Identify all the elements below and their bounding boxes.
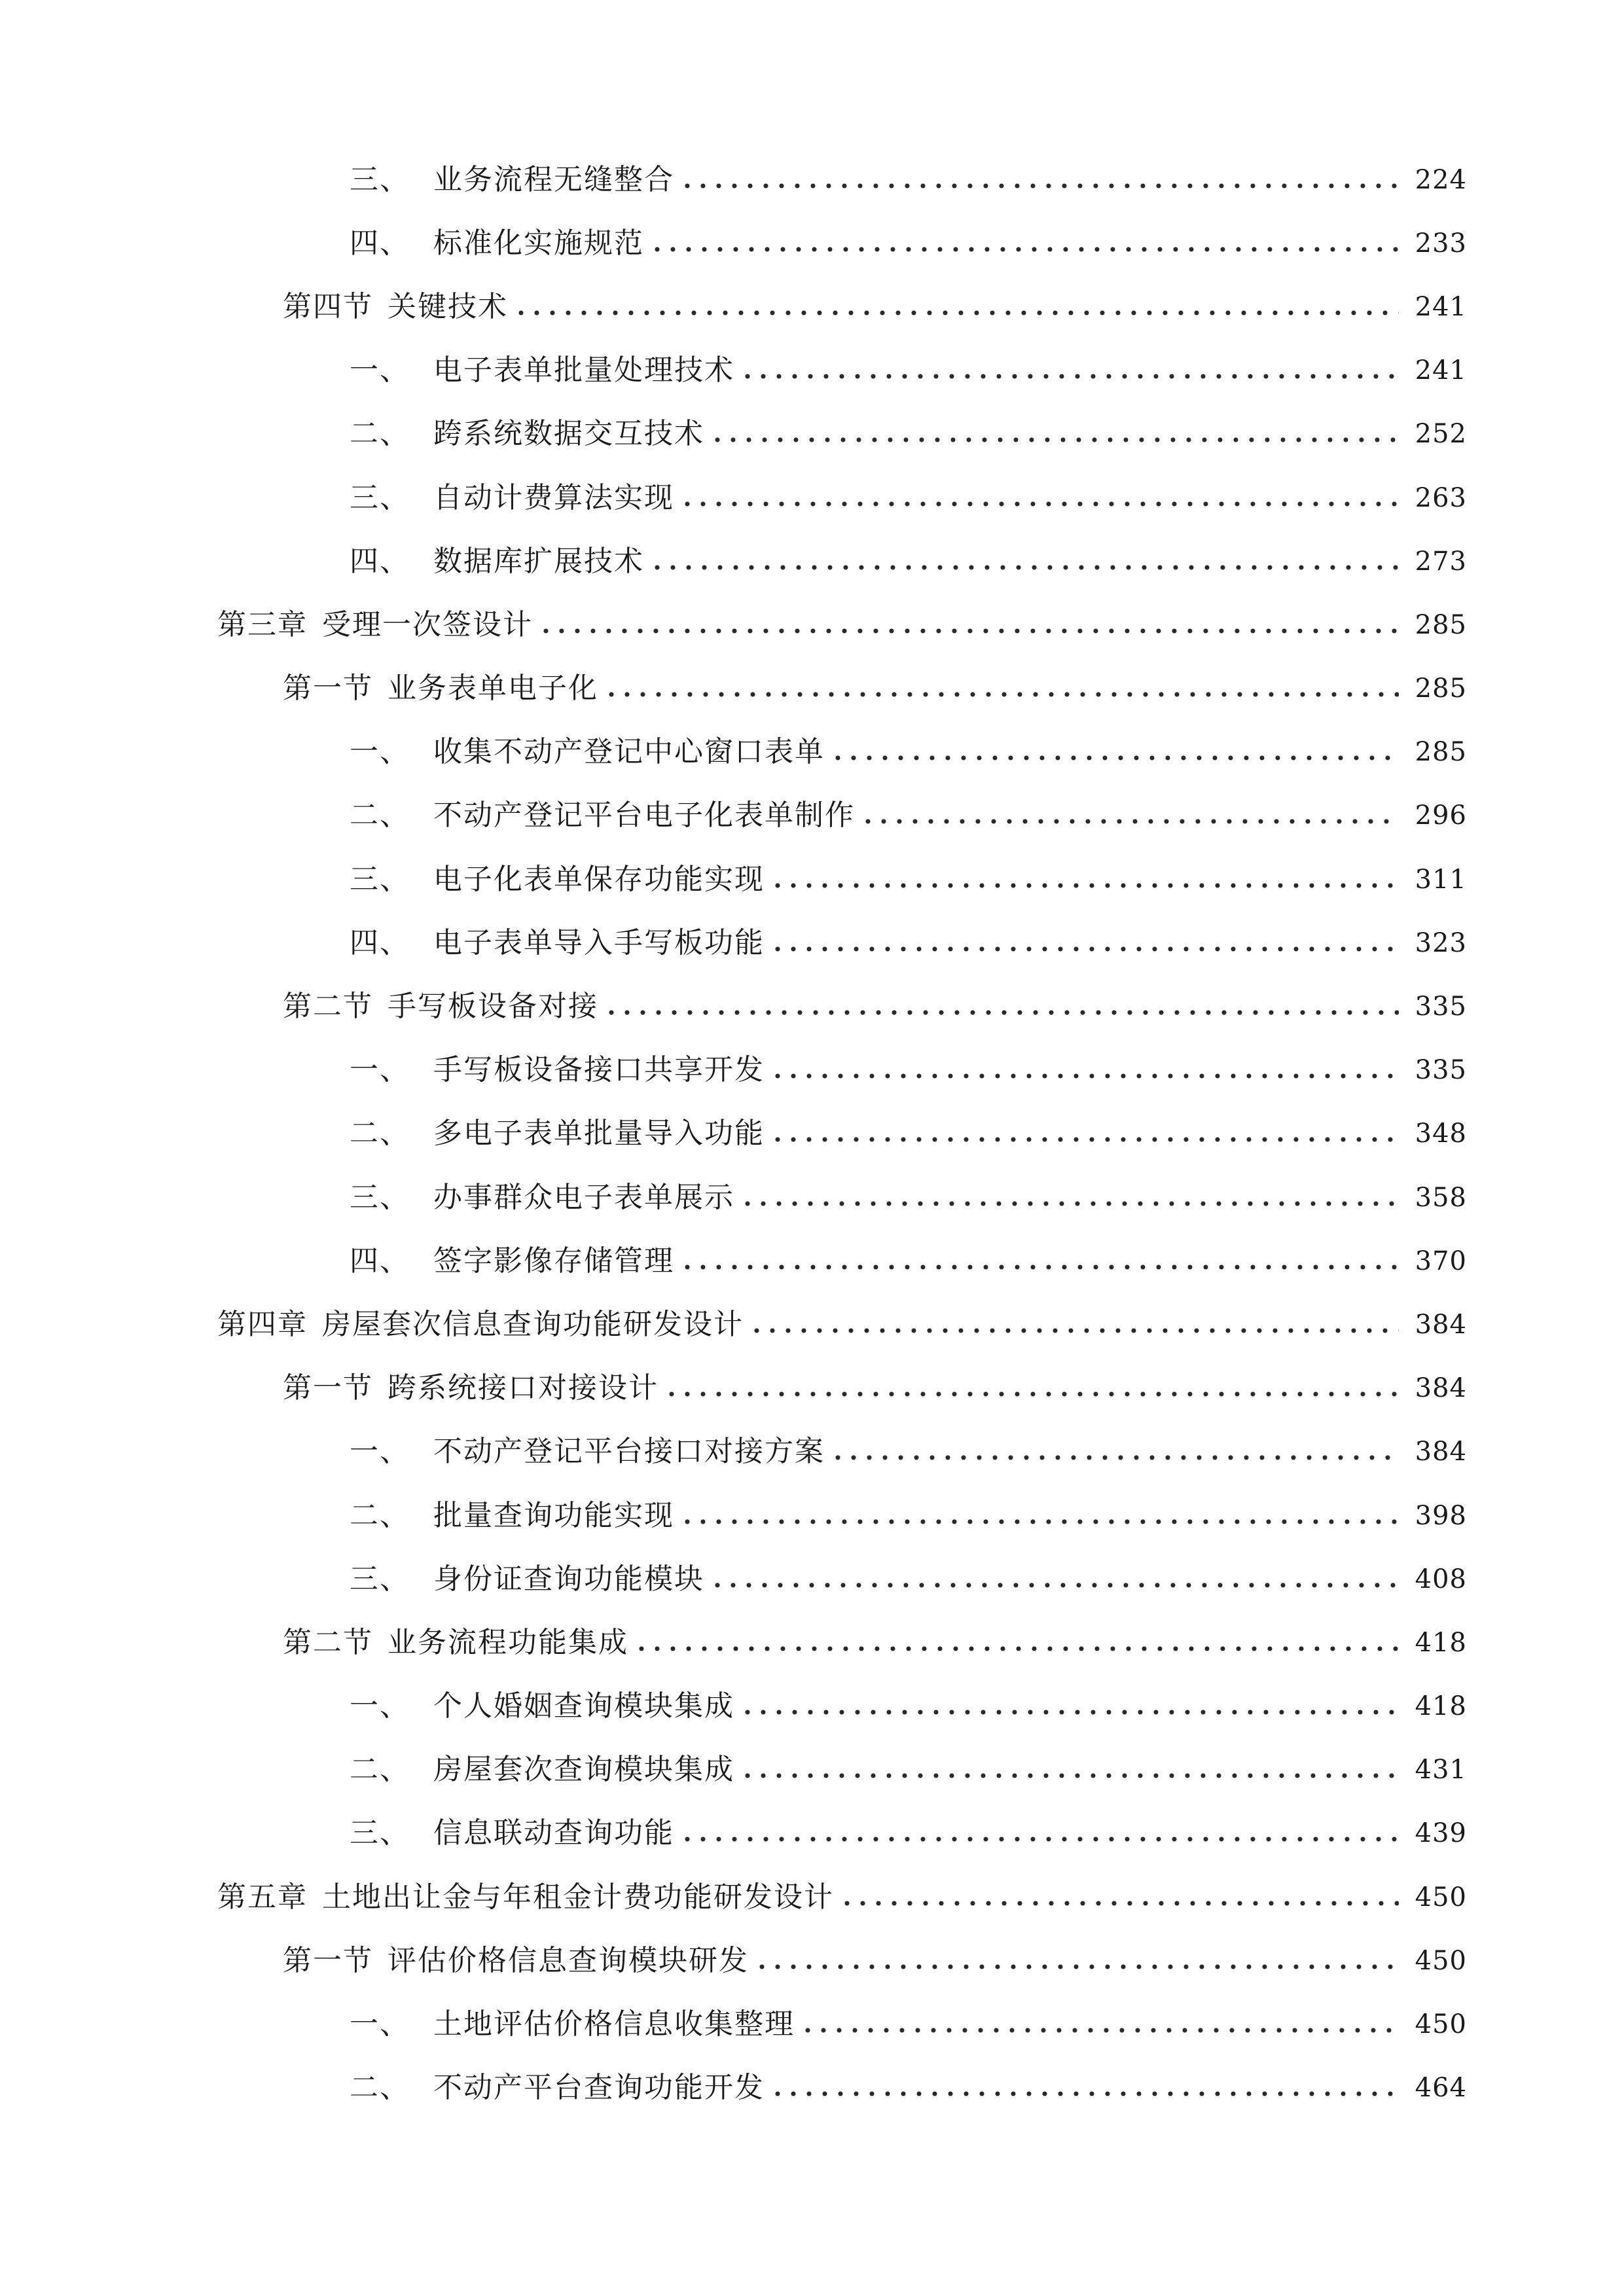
toc-subsection-entry[interactable] [0, 784, 1624, 848]
toc-entry-number: 三、 [350, 862, 410, 896]
toc-page-number: 450 [1415, 1945, 1467, 1976]
toc-dot-leader [770, 942, 1399, 956]
toc-entry-number: 三、 [350, 1816, 410, 1850]
toc-subsection-entry[interactable] [0, 1102, 1624, 1166]
toc-entry-title: 跨系统接口对接设计 [388, 1371, 659, 1405]
toc-entry-number: 第一节 [283, 1371, 373, 1405]
toc-entry-number: 一、 [350, 2007, 410, 2041]
toc-chapter-entry[interactable] [0, 1293, 1624, 1356]
toc-page-number: 398 [1415, 1500, 1467, 1531]
toc-entry-title: 受理一次签设计 [322, 607, 533, 641]
toc-page-number: 464 [1415, 2073, 1467, 2104]
toc-subsection-entry[interactable] [0, 529, 1624, 593]
toc-entry-title: 批量查询功能实现 [433, 1498, 674, 1532]
toc-entry-number: 第一节 [283, 1943, 373, 1977]
toc-section-entry[interactable] [0, 657, 1624, 721]
toc-entry-title: 房屋套次查询模块集成 [433, 1753, 734, 1787]
toc-dot-leader [770, 1133, 1399, 1146]
toc-dot-leader [740, 1706, 1399, 1719]
toc-section-entry[interactable] [0, 1357, 1624, 1420]
toc-page-number: 418 [1415, 1627, 1467, 1658]
toc-dot-leader [770, 879, 1399, 892]
toc-entry-title: 标准化实施规范 [433, 226, 644, 260]
toc-entry-number: 第四节 [283, 289, 373, 323]
toc-entry-number: 二、 [350, 1753, 410, 1787]
toc-dot-leader [860, 815, 1399, 828]
toc-entry-title: 签字影像存储管理 [433, 1244, 674, 1278]
toc-entry-number: 一、 [350, 1435, 410, 1469]
toc-dot-leader [770, 2087, 1399, 2100]
toc-entry-title: 不动产平台查询功能开发 [433, 2071, 765, 2105]
toc-page-number: 241 [1415, 291, 1467, 322]
toc-page-number: 263 [1415, 482, 1467, 513]
toc-section-entry[interactable] [0, 275, 1624, 338]
toc-page-number: 348 [1415, 1119, 1467, 1149]
toc-section-entry[interactable] [0, 975, 1624, 1038]
toc-subsection-entry[interactable] [0, 1484, 1624, 1547]
toc-entry-number: 二、 [350, 1117, 410, 1151]
toc-dot-leader [749, 1324, 1399, 1337]
toc-entry-number: 四、 [350, 925, 410, 960]
toc-page-number: 418 [1415, 1691, 1467, 1722]
toc-chapter-entry[interactable] [0, 593, 1624, 656]
toc-subsection-entry[interactable] [0, 1166, 1624, 1229]
toc-dot-leader [513, 306, 1399, 319]
toc-page-number: 224 [1415, 164, 1467, 195]
toc-dot-leader [604, 1006, 1399, 1019]
toc-entry-number: 第五章 [217, 1880, 308, 1914]
toc-entry-number: 二、 [350, 2071, 410, 2105]
toc-entry-title: 个人婚姻查询模块集成 [433, 1689, 734, 1723]
toc-dot-leader [800, 2024, 1399, 2037]
toc-subsection-entry[interactable] [0, 2056, 1624, 2120]
toc-dot-leader [538, 624, 1399, 637]
toc-dot-leader [754, 1960, 1399, 1973]
toc-entry-number: 一、 [350, 1689, 410, 1723]
toc-page-number: 370 [1415, 1246, 1467, 1276]
toc-page-number: 450 [1415, 2009, 1467, 2040]
toc-page-number: 285 [1415, 673, 1467, 704]
toc-entry-title: 自动计费算法实现 [433, 480, 674, 514]
toc-dot-leader [740, 1197, 1399, 1210]
toc-entry-number: 一、 [350, 735, 410, 769]
toc-subsection-entry[interactable] [0, 1547, 1624, 1611]
toc-entry-title: 不动产登记平台接口对接方案 [433, 1435, 825, 1469]
toc-subsection-entry[interactable] [0, 403, 1624, 466]
toc-entry-title: 电子表单批量处理技术 [433, 353, 734, 387]
toc-page-number: 252 [1415, 419, 1467, 450]
toc-section-entry[interactable] [0, 1611, 1624, 1674]
toc-dot-leader [679, 1833, 1399, 1846]
toc-dot-leader [649, 561, 1399, 574]
toc-dot-leader [634, 1642, 1399, 1655]
toc-entry-title: 电子表单导入手写板功能 [433, 925, 765, 960]
toc-entry-number: 二、 [350, 417, 410, 451]
toc-entry-title: 手写板设备对接 [388, 990, 598, 1024]
toc-entry-number: 三、 [350, 162, 410, 196]
toc-entry-number: 二、 [350, 1498, 410, 1532]
toc-subsection-entry[interactable] [0, 848, 1624, 911]
toc-dot-leader [604, 688, 1399, 701]
toc-page-number: 439 [1415, 1818, 1467, 1849]
toc-page-number: 285 [1415, 737, 1467, 768]
toc-page-number: 296 [1415, 800, 1467, 831]
toc-entry-title: 业务表单电子化 [388, 672, 598, 706]
toc-entry-number: 一、 [350, 1053, 410, 1087]
toc-dot-leader [679, 1515, 1399, 1528]
toc-entry-title: 手写板设备接口共享开发 [433, 1053, 765, 1087]
toc-dot-leader [740, 1769, 1399, 1782]
toc-subsection-entry[interactable] [0, 466, 1624, 529]
toc-subsection-entry[interactable] [0, 1229, 1624, 1293]
toc-page-number: 241 [1415, 355, 1467, 386]
toc-page-number: 323 [1415, 927, 1467, 958]
toc-dot-leader [830, 751, 1399, 764]
toc-dot-leader [679, 179, 1399, 192]
toc-entry-number: 三、 [350, 1180, 410, 1214]
toc-entry-title: 业务流程无缝整合 [433, 162, 674, 196]
toc-page-number: 384 [1415, 1437, 1467, 1467]
toc-dot-leader [770, 1069, 1399, 1083]
toc-dot-leader [830, 1451, 1399, 1464]
toc-subsection-entry[interactable] [0, 1992, 1624, 2056]
toc-page-number: 285 [1415, 609, 1467, 640]
toc-subsection-entry[interactable] [0, 911, 1624, 975]
toc-section-entry[interactable] [0, 1929, 1624, 1992]
toc-entry-number: 第二节 [283, 990, 373, 1024]
toc-subsection-entry[interactable] [0, 211, 1624, 275]
toc-page-number: 384 [1415, 1373, 1467, 1404]
toc-entry-title: 跨系统数据交互技术 [433, 417, 704, 451]
toc-page-number: 311 [1415, 864, 1467, 895]
toc-subsection-entry[interactable] [0, 148, 1624, 211]
toc-dot-leader [679, 1261, 1399, 1274]
toc-entry-title: 多电子表单批量导入功能 [433, 1117, 765, 1151]
toc-entry-number: 四、 [350, 544, 410, 578]
toc-entry-number: 一、 [350, 353, 410, 387]
toc-subsection-entry[interactable] [0, 339, 1624, 403]
toc-entry-title: 关键技术 [388, 289, 508, 323]
toc-entry-title: 土地评估价格信息收集整理 [433, 2007, 795, 2041]
toc-dot-leader [839, 1897, 1399, 1910]
toc-subsection-entry[interactable] [0, 1738, 1624, 1802]
toc-subsection-entry[interactable] [0, 1802, 1624, 1865]
toc-dot-leader [649, 243, 1399, 256]
toc-entry-title: 办事群众电子表单展示 [433, 1180, 734, 1214]
toc-entry-title: 数据库扩展技术 [433, 544, 644, 578]
toc-page-number: 273 [1415, 546, 1467, 577]
toc-entry-title: 不动产登记平台电子化表单制作 [433, 798, 855, 833]
toc-page-number: 384 [1415, 1309, 1467, 1340]
toc-entry-number: 三、 [350, 480, 410, 514]
toc-entry-title: 房屋套次信息查询功能研发设计 [322, 1307, 744, 1341]
toc-page-number: 408 [1415, 1564, 1467, 1594]
toc-entry-title: 土地出让金与年租金计费功能研发设计 [322, 1880, 834, 1914]
toc-page-number: 335 [1415, 992, 1467, 1022]
toc-entry-number: 二、 [350, 798, 410, 833]
toc-entry-number: 第二节 [283, 1625, 373, 1659]
table-of-contents [0, 148, 1624, 2120]
toc-entry-number: 三、 [350, 1562, 410, 1596]
toc-page-number: 233 [1415, 228, 1467, 259]
toc-entry-number: 第四章 [217, 1307, 308, 1341]
toc-page-number: 431 [1415, 1755, 1467, 1785]
toc-dot-leader [710, 433, 1399, 446]
toc-page-number: 358 [1415, 1182, 1467, 1213]
toc-entry-title: 评估价格信息查询模块研发 [388, 1943, 749, 1977]
toc-entry-title: 身份证查询功能模块 [433, 1562, 704, 1596]
toc-dot-leader [664, 1388, 1399, 1401]
toc-entry-title: 业务流程功能集成 [388, 1625, 628, 1659]
toc-chapter-entry[interactable] [0, 1865, 1624, 1929]
toc-subsection-entry[interactable] [0, 721, 1624, 784]
toc-subsection-entry[interactable] [0, 1039, 1624, 1102]
toc-entry-number: 第一节 [283, 672, 373, 706]
toc-page-number: 450 [1415, 1882, 1467, 1912]
toc-dot-leader [679, 497, 1399, 511]
toc-entry-number: 第三章 [217, 607, 308, 641]
toc-entry-title: 电子化表单保存功能实现 [433, 862, 765, 896]
toc-entry-title: 收集不动产登记中心窗口表单 [433, 735, 825, 769]
toc-entry-number: 四、 [350, 226, 410, 260]
toc-entry-number: 四、 [350, 1244, 410, 1278]
toc-entry-title: 信息联动查询功能 [433, 1816, 674, 1850]
toc-page-number: 335 [1415, 1055, 1467, 1086]
toc-dot-leader [740, 370, 1399, 383]
toc-dot-leader [710, 1579, 1399, 1592]
toc-subsection-entry[interactable] [0, 1675, 1624, 1738]
toc-subsection-entry[interactable] [0, 1420, 1624, 1484]
